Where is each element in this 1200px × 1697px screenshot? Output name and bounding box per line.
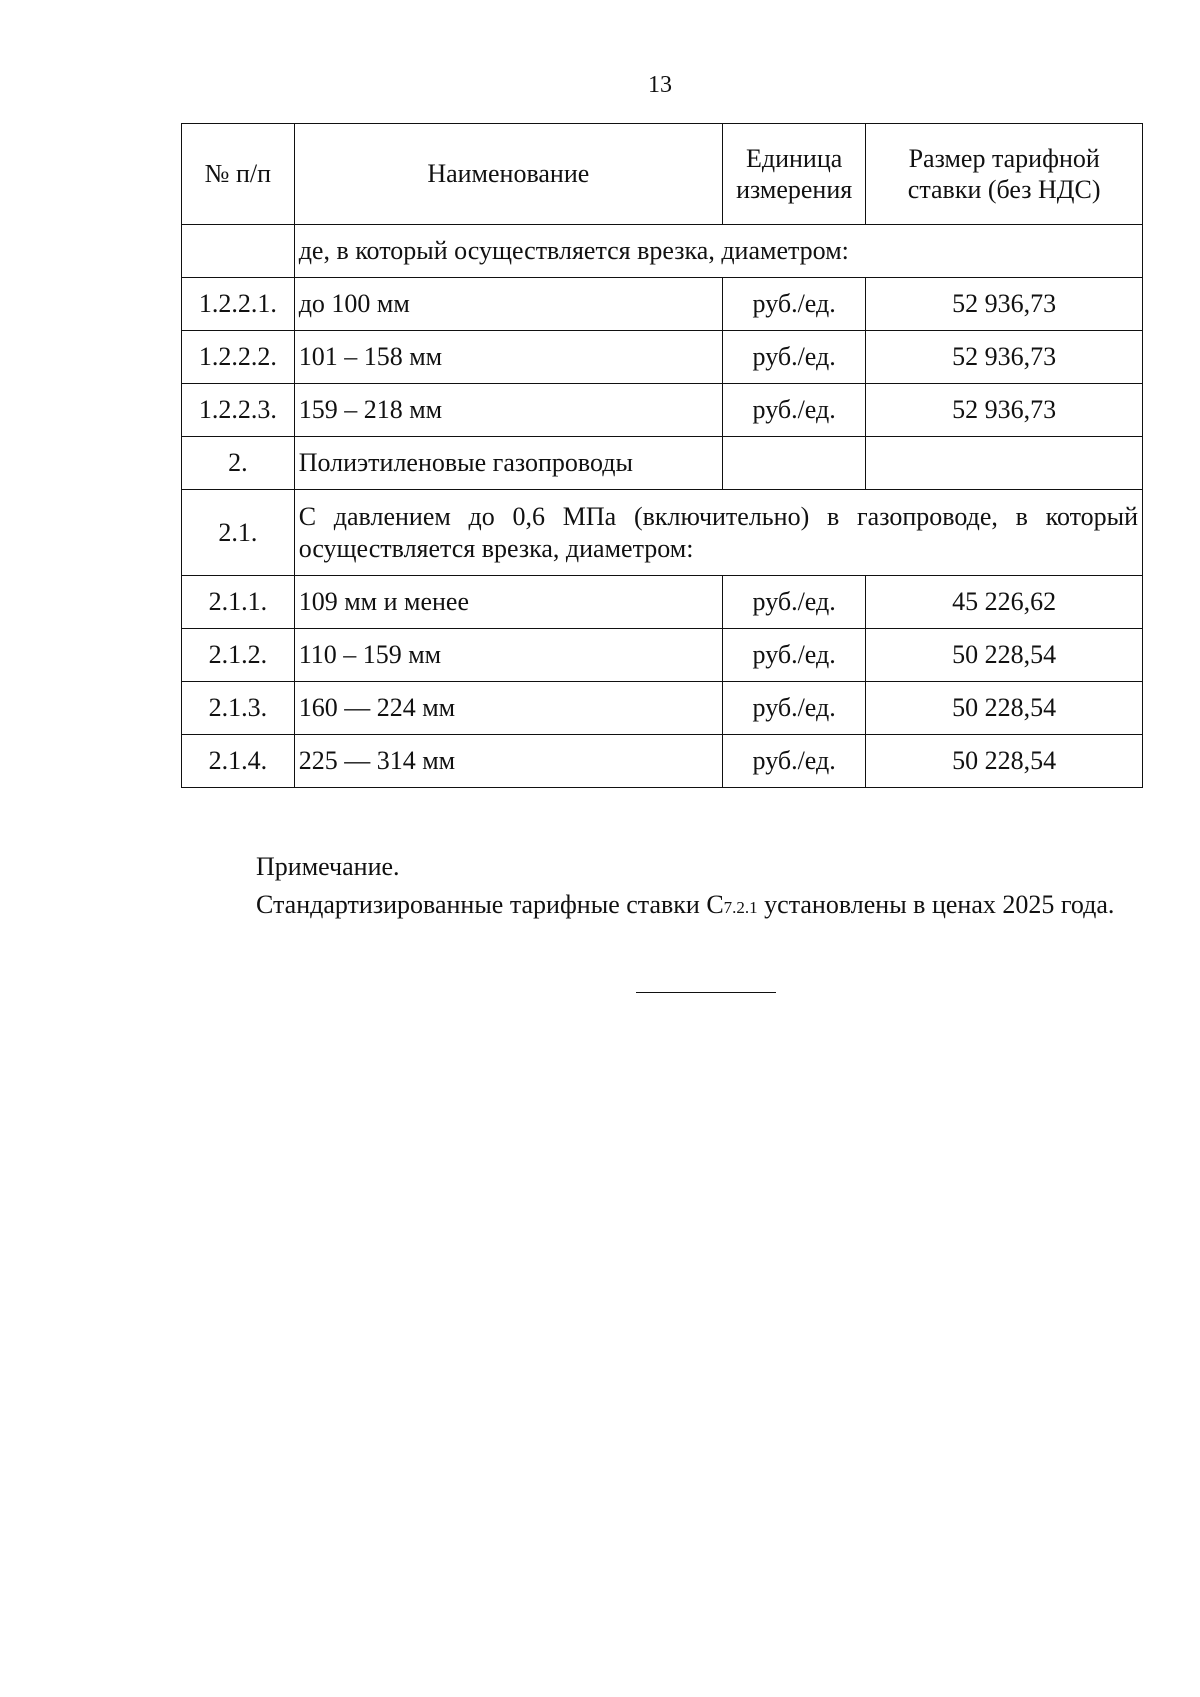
- table-row: [182, 278, 1143, 331]
- row-name: 110 – 159 мм: [294, 629, 722, 682]
- row-name: 109 мм и менее: [294, 576, 722, 629]
- row-name: Полиэтиленовые газопроводы: [294, 437, 722, 490]
- row-num: 2.1.4.: [182, 735, 295, 788]
- row-num: 2.: [182, 437, 295, 490]
- row-unit: руб./ед.: [722, 682, 865, 735]
- header-rate: Размер тарифной ставки (без НДС): [866, 124, 1143, 225]
- row-unit: [722, 437, 865, 490]
- row-name: де, в который осуществляется врезка, диаметром:: [294, 225, 1142, 278]
- row-name: до 100 мм: [294, 278, 722, 331]
- header-name: Наименование: [294, 124, 722, 225]
- row-name: 159 – 218 мм: [294, 384, 722, 437]
- end-divider: [636, 992, 776, 993]
- note-text-before: Стандартизированные тарифные ставки С: [256, 889, 724, 919]
- row-rate: 52 936,73: [866, 278, 1143, 331]
- row-name: 101 – 158 мм: [294, 331, 722, 384]
- row-num: 2.1.: [182, 490, 295, 576]
- row-num: 2.1.3.: [182, 682, 295, 735]
- row-num: 1.2.2.3.: [182, 384, 295, 437]
- note-subscript: 7.2.1: [723, 897, 758, 917]
- row-rate: 50 228,54: [866, 735, 1143, 788]
- row-rate: [866, 437, 1143, 490]
- header-num: № п/п: [182, 124, 295, 225]
- table-row: [182, 331, 1143, 384]
- table-row: [182, 437, 1143, 490]
- row-num: 1.2.2.1.: [182, 278, 295, 331]
- table-row: [182, 735, 1143, 788]
- row-num: [182, 225, 295, 278]
- tariff-table: [181, 123, 1143, 788]
- note-text-after: установлены в ценах 2025 года.: [757, 889, 1115, 919]
- table-row: [182, 682, 1143, 735]
- row-num: 2.1.1.: [182, 576, 295, 629]
- row-rate: 50 228,54: [866, 629, 1143, 682]
- note-text: [186, 886, 1146, 924]
- table-row: [182, 384, 1143, 437]
- header-unit: Единица измерения: [722, 124, 865, 225]
- table-row: [182, 490, 1143, 576]
- row-unit: руб./ед.: [722, 384, 865, 437]
- row-name: 225 — 314 мм: [294, 735, 722, 788]
- row-rate: 52 936,73: [866, 331, 1143, 384]
- row-num: 2.1.2.: [182, 629, 295, 682]
- row-rate: 52 936,73: [866, 384, 1143, 437]
- note-block: [186, 848, 1146, 923]
- row-unit: руб./ед.: [722, 576, 865, 629]
- table-header-row: [182, 124, 1143, 225]
- page-number: 13: [648, 72, 672, 98]
- row-name: С давлением до 0,6 МПа (включительно) в газопроводе, в который осуществляется врезка, диаметром:: [294, 490, 1142, 576]
- table-row: [182, 225, 1143, 278]
- row-name: 160 — 224 мм: [294, 682, 722, 735]
- row-unit: руб./ед.: [722, 629, 865, 682]
- table-row: [182, 576, 1143, 629]
- row-rate: 45 226,62: [866, 576, 1143, 629]
- row-num: 1.2.2.2.: [182, 331, 295, 384]
- row-rate: 50 228,54: [866, 682, 1143, 735]
- note-title: Примечание.: [256, 852, 400, 881]
- row-unit: руб./ед.: [722, 331, 865, 384]
- row-unit: руб./ед.: [722, 278, 865, 331]
- table-row: [182, 629, 1143, 682]
- row-unit: руб./ед.: [722, 735, 865, 788]
